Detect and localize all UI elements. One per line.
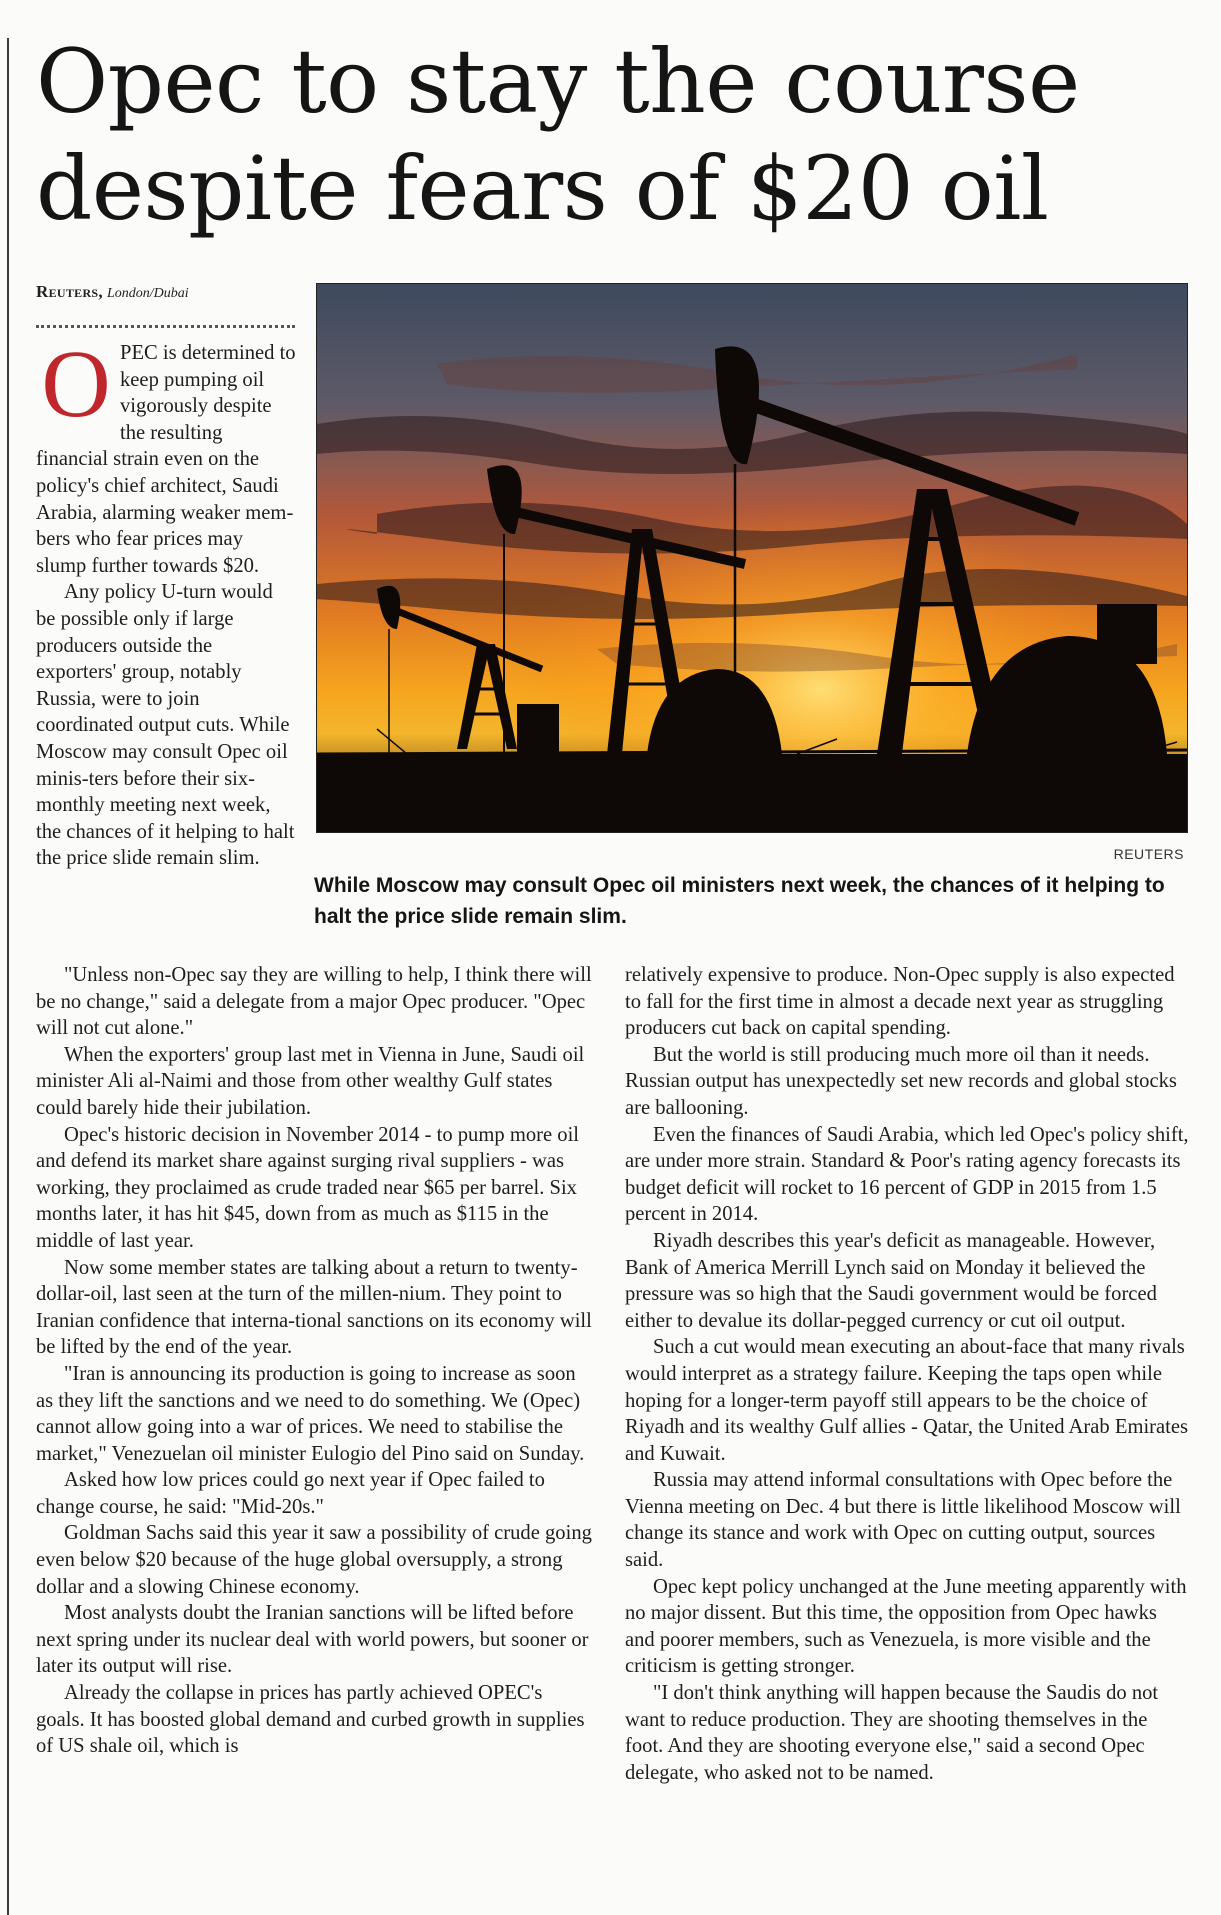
oil-pumpjack-photo <box>316 283 1188 833</box>
byline <box>36 282 298 302</box>
article-paragraph: Even the finances of Saudi Arabia, which led Opec's policy shift, are under more strain. Standard & Poor's rating agency forecasts its budget deficit will rocket to 16 percent of GDP in 2015 from 1.5 percent in 2014. <box>625 1123 1189 1226</box>
photo-credit: REUTERS <box>1113 846 1184 862</box>
headline <box>36 28 1206 242</box>
article-paragraph: "Unless non-Opec say they are willing to help, I think there will be no change," said a delegate from a major Opec producer. "Opec will not cut alone." <box>36 964 592 1040</box>
column-rule <box>7 38 9 1915</box>
article-paragraph: Any policy U-turn would be possible only if large producers outside the exporters' group, notably Russia, were to join coordinated output cuts. While Moscow may consult Opec oil minis-ters before their six-monthly meeting next week, the chances of it helping to halt the price slide remain slim. <box>36 581 295 870</box>
article-paragraph: Russia may attend informal consultations with Opec before the Vienna meeting on Dec. 4 but there is little likelihood Moscow will change its stance and work with Opec on cutting output, sources said. <box>625 1469 1181 1572</box>
drop-cap <box>36 344 116 424</box>
article-paragraph: Such a cut would mean executing an about-face that many rivals would interpret as a strategy failure. Keeping the taps open while hoping for a longer-term payoff still appears to be the choice of Riyadh and its wealthy Gulf allies - Qatar, the United Arab Emirates and Kuwait. <box>625 1336 1189 1465</box>
headline-line-1: Opec to stay the course <box>36 30 1080 133</box>
article-paragraph: "I don't think anything will happen because the Saudis do not want to reduce production. They are shooting themselves in the foot. And they are shooting everyone else," said a second Opec delegate, who asked not to be named. <box>625 1682 1159 1784</box>
article-paragraph: Asked how low prices could go next year if Opec failed to change course, he said: "Mid-20s." <box>36 1469 545 1518</box>
byline-divider <box>36 325 295 328</box>
headline-line-2: despite fears of $20 oil <box>36 137 1049 240</box>
article-column-wide <box>36 962 596 1760</box>
article-paragraph: relatively expensive to produce. Non-Opec supply is also expected to fall for the first time in almost a decade next year as struggling producers cut back on capital spending. <box>625 964 1175 1040</box>
photo-caption: While Moscow may consult Opec oil ministers next week, the chances of it helping to halt the price slide remain slim. <box>314 874 1165 928</box>
article-paragraph: Already the collapse in prices has partly achieved OPEC's goals. It has boosted global demand and curbed growth in supplies of US shale oil, which is <box>36 1682 585 1758</box>
svg-text:O: O <box>41 344 111 424</box>
byline-location: London/Dubai <box>106 286 189 301</box>
article-paragraph: But the world is still producing much more oil than it needs. Russian output has unexpectedly set new records and global stocks are ballooning. <box>625 1043 1177 1119</box>
article-paragraph: Opec's historic decision in November 2014 - to pump more oil and defend its market share against surging rival suppliers - was working, they proclaimed as crude traded near $65 per barrel. Six months later, it has hit $45, down from as much as $115 in the middle of last year. <box>36 1123 580 1252</box>
article-paragraph: Now some member states are talking about a return to twenty-dollar-oil, last seen at the turn of the millen-nium. They point to Iranian confidence that interna-tional sanctions on its economy will be lifted by the end of the year. <box>36 1256 592 1359</box>
article-column-right <box>625 962 1190 1786</box>
article-paragraph: PEC is determined to keep pumping oil vigorously despite the resulting financial strain even on the policy's chief architect, Saudi Arabia, alarming weaker mem-bers who fear prices may slump further towards $20. <box>36 342 296 577</box>
article-paragraph: Most analysts doubt the Iranian sanctions will be lifted before next spring under its nuclear deal with world powers, but sooner or later its output will rise. <box>36 1602 589 1678</box>
article-paragraph: "Iran is announcing its production is going to increase as soon as they lift the sanctions and we need to do something. We (Opec) cannot allow going into a war of prices. We need to stabilise the market," Venezuelan oil minister Eulogio del Pino said on Sunday. <box>36 1362 585 1465</box>
article-paragraph: Opec kept policy unchanged at the June meeting apparently with no major dissent. But this time, the opposition from Opec hawks and poorer members, such as Venezuela, is more visible and the criticism is getting stronger. <box>625 1575 1187 1678</box>
article-paragraph: Goldman Sachs said this year it saw a possibility of crude going even below $20 because of the huge global oversupply, a strong dollar and a slowing Chinese economy. <box>36 1522 592 1598</box>
article-paragraph: When the exporters' group last met in Vienna in June, Saudi oil minister Ali al-Naimi and those from other wealthy Gulf states could barely hide their jubilation. <box>36 1043 585 1119</box>
byline-agency: Reuters, <box>36 282 103 301</box>
article-column-narrow <box>36 340 297 872</box>
article-paragraph: Riyadh describes this year's deficit as manageable. However, Bank of America Merrill Lynch said on Monday it believed the pressure was so high that the Saudi government would be forced either to devalue its dollar-pegged currency or cut oil output. <box>625 1229 1157 1332</box>
